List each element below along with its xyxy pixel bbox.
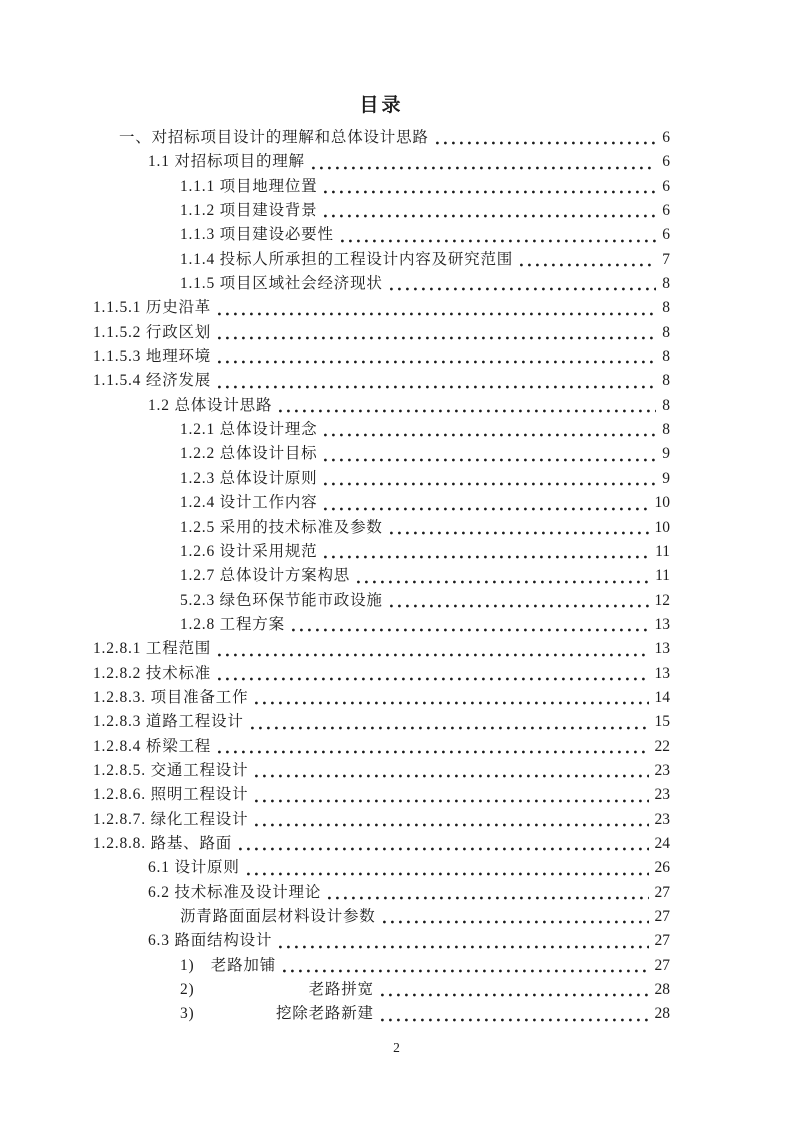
toc-entry[interactable] bbox=[93, 199, 670, 223]
dot-leader bbox=[436, 141, 657, 145]
toc-entry-label: 1.2.5 采用的技术标准及参数 bbox=[180, 518, 383, 536]
toc-entry-label: 1.1.5 项目区域社会经济现状 bbox=[180, 275, 383, 293]
toc-entry[interactable] bbox=[93, 564, 670, 588]
dot-leader bbox=[218, 750, 648, 754]
toc-entry-label: 1.1.5.2 行政区划 bbox=[93, 323, 212, 341]
toc-entry-label: 1.2.8.2 技术标准 bbox=[93, 664, 212, 682]
dot-leader bbox=[255, 774, 648, 778]
toc-entry[interactable] bbox=[93, 467, 670, 491]
toc-entry-page-number: 6 bbox=[662, 153, 670, 171]
toc-entry-page-number: 10 bbox=[654, 518, 670, 536]
toc-entry-label: 一、对招标项目设计的理解和总体设计思路 bbox=[119, 129, 429, 146]
toc-entry-page-number: 9 bbox=[662, 445, 670, 463]
dot-leader bbox=[324, 433, 656, 437]
toc-entry-label: 1.1.2 项目建设背景 bbox=[180, 202, 318, 220]
dot-leader bbox=[218, 360, 656, 364]
toc-entry-label: 1.2.3 总体设计原则 bbox=[180, 469, 318, 487]
dot-leader bbox=[255, 701, 648, 705]
toc-entry[interactable] bbox=[93, 978, 670, 1002]
toc-entry[interactable] bbox=[93, 929, 670, 953]
toc-entry-label: 1.2.8 工程方案 bbox=[180, 615, 285, 633]
footer-page-number: 2 bbox=[393, 1040, 400, 1055]
toc-entry-page-number: 9 bbox=[662, 469, 670, 487]
toc-entry-label: 1.2 总体设计思路 bbox=[148, 396, 273, 414]
toc-entry[interactable] bbox=[93, 759, 670, 783]
toc-entry[interactable] bbox=[93, 1002, 670, 1026]
dot-leader bbox=[312, 166, 656, 170]
dot-leader bbox=[218, 653, 648, 657]
toc-entry-label: 3) 挖除老路新建 bbox=[180, 1005, 374, 1023]
dot-leader bbox=[390, 531, 649, 535]
toc-entry-page-number: 8 bbox=[662, 372, 670, 390]
toc-entry-label: 6.3 路面结构设计 bbox=[148, 932, 273, 950]
dot-leader bbox=[324, 214, 656, 218]
toc-entry[interactable] bbox=[93, 856, 670, 880]
dot-leader bbox=[218, 385, 656, 389]
toc-entry-label: 1.2.8.3. 项目准备工作 bbox=[93, 688, 249, 706]
toc-entry[interactable] bbox=[93, 662, 670, 686]
toc-entry-page-number: 28 bbox=[654, 1005, 670, 1023]
toc-entry-page-number: 14 bbox=[654, 688, 670, 706]
toc-entry-label: 6.2 技术标准及设计理论 bbox=[148, 883, 322, 901]
dot-leader bbox=[324, 555, 649, 559]
toc-entry-page-number: 13 bbox=[654, 615, 670, 633]
dot-leader bbox=[381, 1018, 649, 1022]
toc-entry-label: 1.2.8.7. 绿化工程设计 bbox=[93, 810, 249, 828]
toc-entry-page-number: 11 bbox=[655, 542, 670, 560]
dot-leader bbox=[324, 482, 656, 486]
toc-entry-page-number: 7 bbox=[662, 250, 670, 268]
dot-leader bbox=[390, 287, 657, 291]
toc-entry[interactable] bbox=[93, 589, 670, 613]
toc-list bbox=[93, 126, 670, 1027]
toc-entry-label: 1.2.8.1 工程范围 bbox=[93, 640, 212, 658]
toc-entry-page-number: 8 bbox=[662, 323, 670, 341]
toc-entry-page-number: 8 bbox=[662, 396, 670, 414]
dot-leader bbox=[255, 823, 648, 827]
toc-entry-page-number: 13 bbox=[654, 664, 670, 682]
toc-entry-page-number: 27 bbox=[654, 932, 670, 950]
toc-entry-page-number: 27 bbox=[654, 883, 670, 901]
toc-entry[interactable] bbox=[93, 175, 670, 199]
toc-entry-page-number: 11 bbox=[655, 567, 670, 585]
toc-entry-page-number: 12 bbox=[654, 591, 670, 609]
dot-leader bbox=[324, 458, 656, 462]
toc-entry-page-number: 23 bbox=[654, 761, 670, 779]
toc-entry-label: 1.1.3 项目建设必要性 bbox=[180, 226, 334, 244]
dot-leader bbox=[381, 993, 649, 997]
toc-entry-label: 1.2.8.5. 交通工程设计 bbox=[93, 761, 249, 779]
dot-leader bbox=[218, 677, 648, 681]
toc-entry-label: 2) 老路拼宽 bbox=[180, 981, 374, 999]
toc-entry[interactable] bbox=[93, 540, 670, 564]
dot-leader bbox=[279, 409, 656, 413]
toc-entry[interactable] bbox=[93, 637, 670, 661]
dot-leader bbox=[520, 263, 656, 267]
toc-entry[interactable] bbox=[93, 613, 670, 637]
toc-entry-label: 沥青路面面层材料设计参数 bbox=[180, 908, 376, 925]
toc-section bbox=[93, 94, 670, 1027]
dot-leader bbox=[292, 628, 649, 632]
toc-entry-page-number: 6 bbox=[662, 202, 670, 220]
toc-entry[interactable] bbox=[93, 905, 670, 929]
toc-entry[interactable] bbox=[93, 150, 670, 174]
toc-entry[interactable] bbox=[93, 686, 670, 710]
toc-entry-page-number: 8 bbox=[662, 299, 670, 317]
dot-leader bbox=[239, 847, 648, 851]
toc-entry-label: 5.2.3 绿色环保节能市政设施 bbox=[180, 591, 383, 609]
toc-entry-page-number: 27 bbox=[654, 908, 670, 925]
toc-entry-label: 1.2.6 设计采用规范 bbox=[180, 542, 318, 560]
toc-entry-page-number: 22 bbox=[654, 737, 670, 755]
toc-entry-label: 6.1 设计原则 bbox=[148, 859, 240, 877]
toc-entry[interactable] bbox=[93, 418, 670, 442]
toc-entry-label: 1.2.8.4 桥梁工程 bbox=[93, 737, 212, 755]
toc-entry[interactable] bbox=[93, 248, 670, 272]
toc-title: 目录 bbox=[359, 95, 404, 116]
toc-entry[interactable] bbox=[93, 442, 670, 466]
toc-entry-page-number: 27 bbox=[654, 956, 670, 974]
toc-entry-page-number: 15 bbox=[654, 713, 670, 731]
toc-entry-page-number: 24 bbox=[654, 834, 670, 852]
toc-entry[interactable] bbox=[93, 223, 670, 247]
toc-entry[interactable] bbox=[93, 321, 670, 345]
toc-entry[interactable] bbox=[93, 783, 670, 807]
dot-leader bbox=[324, 507, 648, 511]
toc-entry[interactable] bbox=[93, 345, 670, 369]
toc-entry[interactable] bbox=[93, 126, 670, 150]
dot-leader bbox=[383, 920, 649, 924]
toc-entry-label: 1.1.5.1 历史沿革 bbox=[93, 299, 212, 317]
toc-entry-label: 1.1.1 项目地理位置 bbox=[180, 177, 318, 195]
toc-entry-label: 1.1.5.3 地理环境 bbox=[93, 348, 212, 366]
toc-entry-label: 1.2.8.3 道路工程设计 bbox=[93, 713, 244, 731]
toc-entry-page-number: 26 bbox=[654, 859, 670, 877]
toc-entry-page-number: 6 bbox=[662, 129, 670, 146]
toc-entry[interactable] bbox=[93, 881, 670, 905]
toc-entry[interactable] bbox=[93, 369, 670, 393]
toc-entry-page-number: 23 bbox=[654, 810, 670, 828]
toc-entry-label: 1.2.7 总体设计方案构思 bbox=[180, 567, 351, 585]
toc-entry-label: 1.2.1 总体设计理念 bbox=[180, 421, 318, 439]
dot-leader bbox=[324, 190, 656, 194]
toc-entry[interactable] bbox=[93, 296, 670, 320]
toc-entry-page-number: 8 bbox=[662, 421, 670, 439]
dot-leader bbox=[247, 872, 649, 876]
toc-entry[interactable] bbox=[93, 808, 670, 832]
dot-leader bbox=[341, 239, 656, 243]
toc-entry-label: 1.1 对招标项目的理解 bbox=[148, 153, 305, 171]
toc-entry[interactable] bbox=[93, 491, 670, 515]
toc-entry[interactable] bbox=[93, 516, 670, 540]
toc-entry-page-number: 13 bbox=[654, 640, 670, 658]
toc-entry-page-number: 6 bbox=[662, 177, 670, 195]
toc-entry-label: 1.2.2 总体设计目标 bbox=[180, 445, 318, 463]
dot-leader bbox=[283, 969, 648, 973]
toc-entry-page-number: 6 bbox=[662, 226, 670, 244]
toc-entry-label: 1.2.8.8. 路基、路面 bbox=[93, 834, 233, 852]
toc-entry[interactable] bbox=[93, 710, 670, 734]
dot-leader bbox=[390, 604, 649, 608]
dot-leader bbox=[328, 896, 648, 900]
toc-entry[interactable] bbox=[93, 954, 670, 978]
toc-entry-page-number: 8 bbox=[662, 348, 670, 366]
toc-entry[interactable] bbox=[93, 394, 670, 418]
toc-entry[interactable] bbox=[93, 735, 670, 759]
toc-entry[interactable] bbox=[93, 272, 670, 296]
toc-entry-label: 1.2.4 设计工作内容 bbox=[180, 494, 318, 512]
toc-entry-page-number: 8 bbox=[662, 275, 670, 293]
toc-entry-label: 1.1.4 投标人所承担的工程设计内容及研究范围 bbox=[180, 250, 514, 268]
toc-entry-page-number: 10 bbox=[654, 494, 670, 512]
dot-leader bbox=[218, 312, 656, 316]
toc-entry-page-number: 23 bbox=[654, 786, 670, 804]
dot-leader bbox=[218, 336, 656, 340]
toc-entry[interactable] bbox=[93, 832, 670, 856]
toc-entry-page-number: 28 bbox=[654, 981, 670, 999]
toc-entry-label: 1.1.5.4 经济发展 bbox=[93, 372, 212, 390]
toc-entry-label: 1) 老路加铺 bbox=[180, 956, 277, 974]
toc-entry-label: 1.2.8.6. 照明工程设计 bbox=[93, 786, 249, 804]
dot-leader bbox=[279, 945, 648, 949]
dot-leader bbox=[251, 726, 649, 730]
dot-leader bbox=[357, 580, 649, 584]
dot-leader bbox=[255, 799, 648, 803]
